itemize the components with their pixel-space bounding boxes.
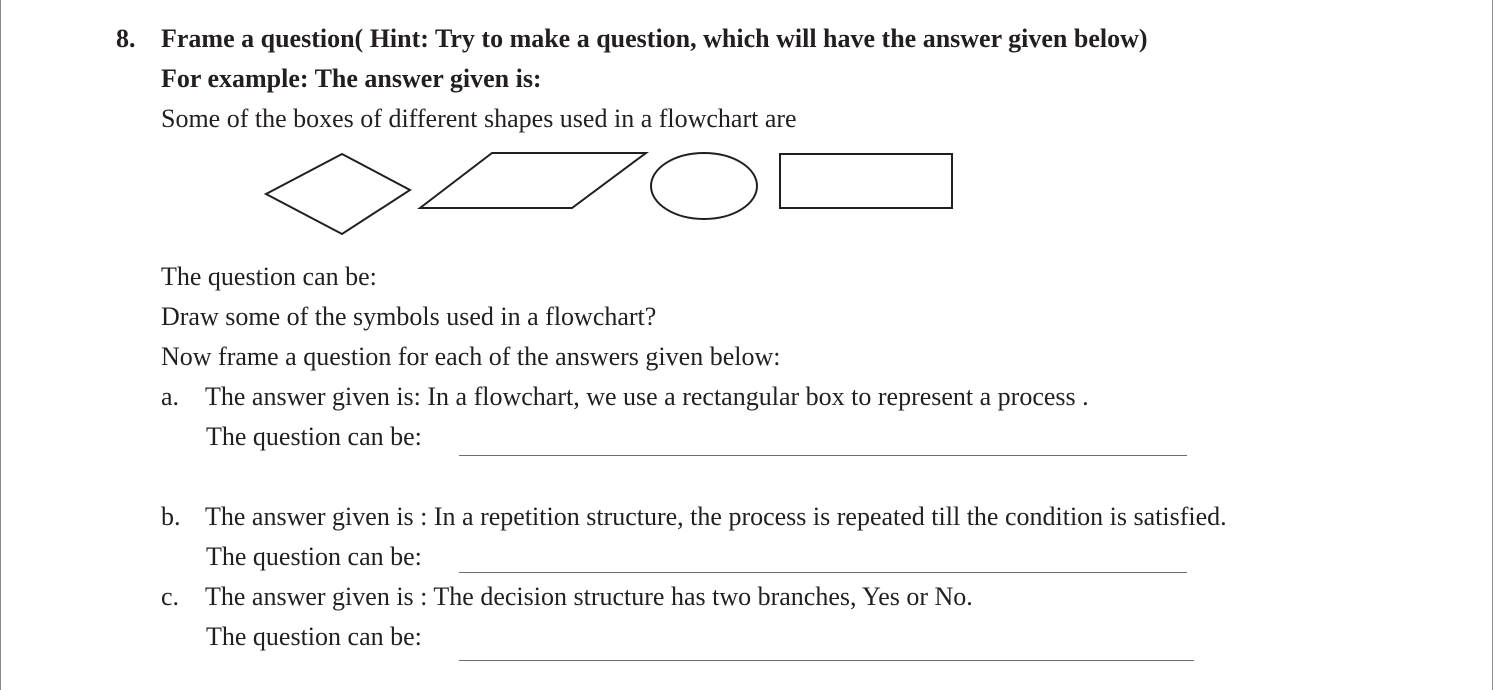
diamond-shape — [266, 154, 410, 234]
part-c-question-label: The question can be: — [206, 622, 422, 651]
part-c-label: c. — [161, 582, 180, 611]
part-a-question-label: The question can be: — [206, 422, 422, 451]
flowchart-shapes — [262, 150, 958, 240]
part-b-question-label: The question can be: — [206, 542, 422, 571]
parallelogram-shape — [420, 153, 646, 208]
example-question: Draw some of the symbols used in a flowchart? — [161, 302, 657, 331]
ellipse-shape — [651, 153, 757, 219]
part-c-answer: The answer given is : The decision structure has two branches, Yes or No. — [205, 582, 973, 611]
part-b-answer-line[interactable] — [459, 572, 1187, 573]
example-answer: Some of the boxes of different shapes used in a flowchart are — [161, 104, 797, 133]
example-heading: For example: The answer given is: — [161, 64, 542, 93]
question-title: Frame a question( Hint: Try to make a question, which will have the answer given below) — [161, 24, 1148, 53]
example-question-label: The question can be: — [161, 262, 377, 291]
part-b-answer: The answer given is : In a repetition structure, the process is repeated till the condition is satisfied. — [205, 502, 1227, 531]
part-a-answer: The answer given is: In a flowchart, we use a rectangular box to represent a process . — [205, 382, 1089, 411]
part-c-answer-line[interactable] — [459, 660, 1194, 661]
instruction-text: Now frame a question for each of the answers given below: — [161, 342, 781, 371]
part-b-label: b. — [161, 502, 181, 531]
rectangle-shape — [780, 154, 952, 208]
part-a-answer-line[interactable] — [459, 455, 1187, 456]
question-number: 8. — [116, 24, 136, 53]
part-a-label: a. — [161, 382, 180, 411]
